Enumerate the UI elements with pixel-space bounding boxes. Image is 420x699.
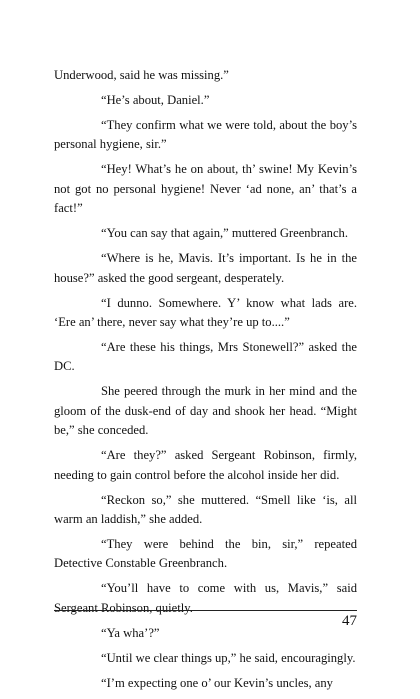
paragraph: “Until we clear things up,” he said, encouragingly. — [101, 650, 356, 665]
paragraph: “Are they?” asked Sergeant Robinson, firmly, needing to gain control before the alcohol inside her did. — [54, 448, 357, 482]
paragraph: “Where is he, Mavis. It’s important. Is he in the house?” asked the good sergeant, desperately. — [54, 251, 357, 285]
paragraph: She peered through the murk in her mind and the gloom of the dusk-end of day and shook her head. “Might be,” she conceded. — [54, 384, 357, 438]
paragraph: “Hey! What’s he on about, th’ swine! My Kevin’s not got no personal hygiene! Never ‘ad none, an’ that’s a fact!” — [54, 162, 357, 216]
page-number: 47 — [342, 613, 357, 629]
paragraph: “You’ll have to come with us, Mavis,” said Sergeant Robinson, quietly. — [54, 581, 357, 615]
paragraph: “Reckon so,” she muttered. “Smell like ‘is, all warm an laddish,” she added. — [54, 492, 357, 527]
paragraph: “I dunno. Somewhere. Y’ know what lads are. ‘Ere an’ there, never say what they’re up to....” — [54, 295, 357, 330]
paragraph: “He’s about, Daniel.” — [101, 93, 210, 107]
paragraph: “They confirm what we were told, about the boy’s personal hygiene, sir.” — [54, 118, 357, 152]
footer-rule — [54, 610, 357, 611]
paragraph: Underwood, said he was missing.” — [54, 68, 229, 82]
page-body — [54, 66, 357, 699]
paragraph: “Ya wha’?” — [101, 625, 160, 640]
paragraph: “I’m expecting one o’ our Kevin’s uncles, any — [101, 675, 333, 690]
paragraph: “You can say that again,” muttered Greenbranch. — [101, 226, 349, 241]
paragraph: “Are these his things, Mrs Stonewell?” asked the DC. — [54, 340, 357, 374]
paragraph: “They were behind the bin, sir,” repeated Detective Constable Greenbranch. — [54, 537, 357, 571]
